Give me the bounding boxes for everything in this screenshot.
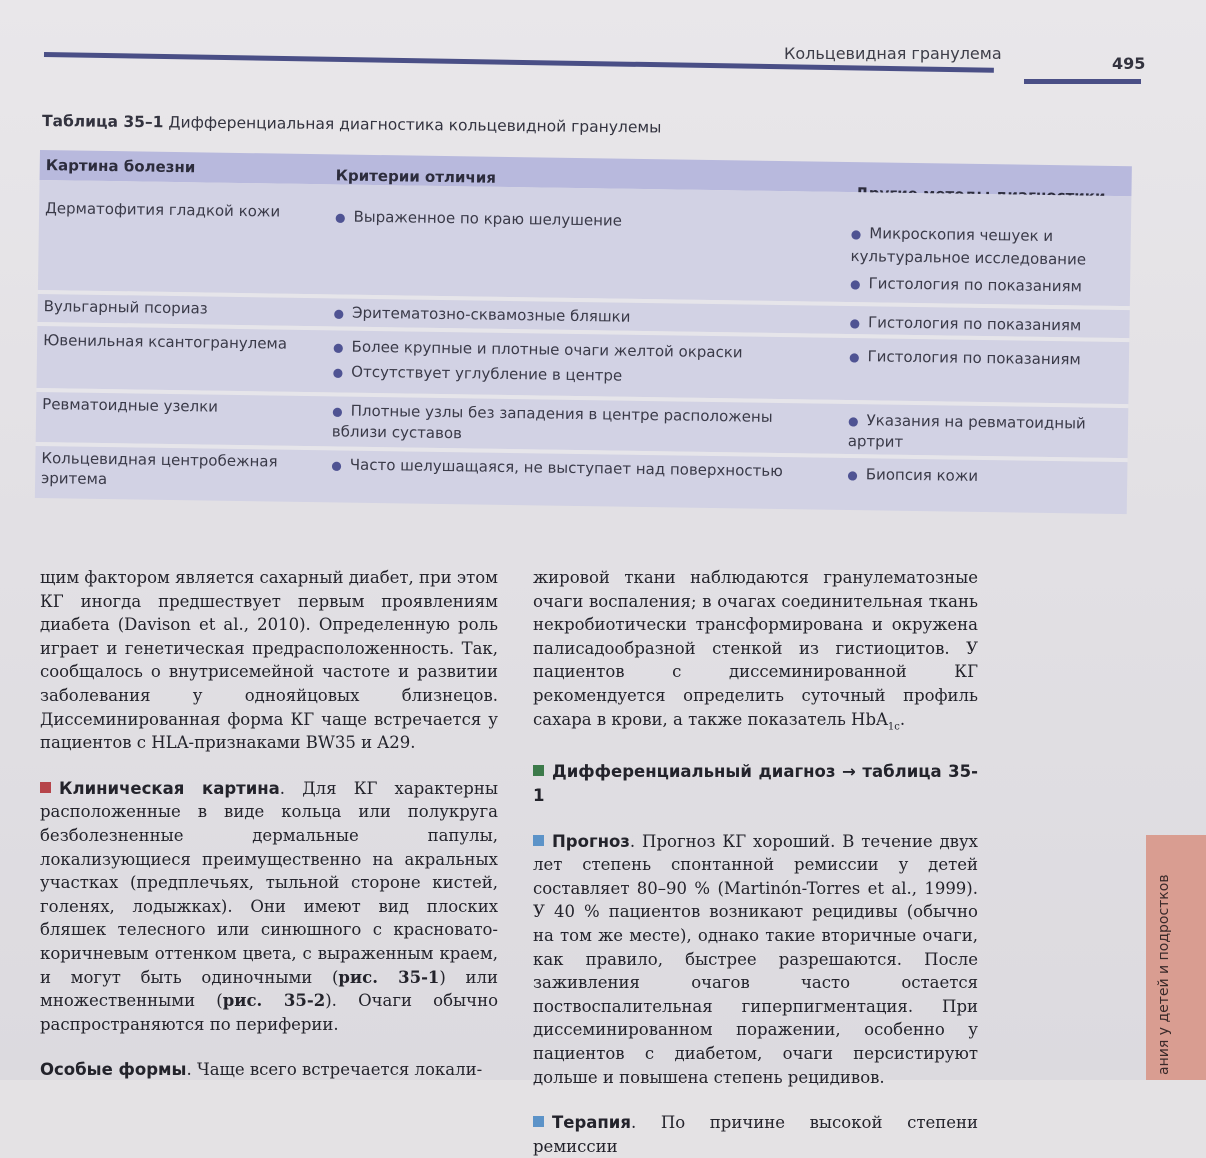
paragraph-diff	[533, 760, 978, 807]
row-disease: Ревматоидные узелки	[42, 395, 219, 416]
bullet-icon: ●	[331, 458, 342, 473]
right-column	[533, 566, 978, 1158]
bullet-icon: ●	[334, 210, 346, 225]
header-disease: Картина болезни	[45, 156, 196, 177]
bullet-icon: ●	[848, 350, 860, 365]
section-marker-icon	[533, 835, 544, 846]
bullet-icon: ●	[849, 277, 861, 292]
header-criteria: Критерии отличия	[335, 166, 497, 187]
bullet-icon: ●	[333, 306, 345, 321]
bullet-icon: ●	[850, 227, 862, 242]
section-marker-icon	[533, 765, 544, 776]
table-row	[38, 180, 1132, 306]
section-marker-icon	[533, 1116, 544, 1127]
figure-ref: рис. 35-2	[222, 991, 326, 1011]
section-marker-icon	[40, 782, 51, 793]
table-caption	[42, 112, 662, 136]
table-caption-text: Дифференциальная диагностика кольцевидной гранулемы	[168, 113, 662, 137]
running-title: Кольцевидная гранулема	[784, 44, 1002, 63]
page-number: 495	[1112, 54, 1146, 73]
row-criteria: ● Более крупные и плотные очаги желтой окраски ● Отсутствует углубление в центре	[332, 337, 743, 385]
paragraph-prognosis: Прогноз. Прогноз КГ хороший. В течение двух лет степень спонтанной ремиссии у детей составляет 80–90 % (Martinón-Torres et al., 1999). У 40 % пациентов возникают рецидивы (обычно на том же месте), однако такие вторичные очаги, как правило, быстрее разрешаются. После заживления очагов часто остается поствоспалительная гиперпигментация. При диссеминированном поражении, особенно у пациентов с диабетом, очаги персистируют дольше и повышена степень рецидивов.	[533, 831, 978, 1087]
paragraph: щим фактором является сахарный диабет, при этом КГ иногда предшествует первым проявлениям диабета (Davison et al., 2010). Определенную роль играет и генетическая предрасположенность. Так, сообщалось о внутрисемейной частоте и развитии заболевания у однояйцовых близнецов. Диссеминированная форма КГ чаще встречается у пациентов с HLA-признаками BW35 и A29.	[40, 568, 498, 753]
bullet-icon: ●	[847, 414, 859, 429]
bullet-icon: ●	[332, 404, 343, 419]
row-criteria: ● Плотные узлы без западения в центре расположены вблизи суставов	[331, 401, 773, 443]
paragraph: жировой ткани наблюдаются гранулематозные очаги воспаления; в очагах соединительная ткань некробиотически трансформирована и окружена палисадообразной стенкой из гистиоцитов. У пациентов с диссеминированной КГ рекомендуется определить суточный профиль сахара в крови, а также показатель HbA$_{1c}$.	[533, 568, 978, 732]
section-heading: Дифференциальный диагноз → таблица 35-1	[533, 762, 978, 806]
row-disease: Вульгарный псориаз	[43, 297, 208, 318]
row-criteria: ● Часто шелушащаяся, не выступает над поверхностью	[331, 455, 783, 481]
row-methods: ● Гистология по показаниям	[848, 347, 1081, 369]
row-criteria: ● Выраженное по краю шелушение	[334, 207, 623, 230]
chapter-tab	[1146, 835, 1206, 1080]
left-column	[40, 566, 498, 1082]
row-methods: ● Биопсия кожи	[847, 465, 979, 485]
paragraph-special: Особые формы. Чаще всего встречается локали-	[40, 1060, 483, 1080]
bullet-icon: ●	[847, 468, 858, 483]
section-heading: Прогноз	[552, 831, 630, 851]
row-methods: ● Указания на ревматоидный артрит	[847, 411, 1086, 451]
section-heading: Особые формы	[40, 1060, 187, 1080]
paragraph-therapy: Терапия. По причине высокой степени ремиссии	[533, 1113, 978, 1156]
differential-table	[35, 150, 1132, 516]
row-disease: Кольцевидная центробежная эритема	[41, 449, 278, 489]
row-disease: Ювенильная ксантогранулема	[43, 331, 288, 353]
paragraph-clinical: Клиническая картина. Для КГ характерны расположенные в виде кольца или полукруга безболезненные дермальные папулы, локализующиеся преимущественно на акральных участках (предплечьях, тыльной стороне кистей, голенях, лодыжках). Они имеют вид плоских бляшек телесного или синюшного с красновато-коричневым оттенком цвета, с выраженным краем, и могут быть одиночными (рис. 35-1) или множественными (рис. 35-2). Очаги обычно распространяются по периферии.	[40, 778, 498, 1034]
section-heading: Клиническая картина	[59, 778, 280, 798]
bullet-icon: ●	[332, 365, 344, 380]
figure-ref: рис. 35-1	[338, 967, 440, 987]
row-criteria: ● Эритематозно-сквамозные бляшки	[333, 303, 631, 326]
bullet-icon: ●	[333, 340, 344, 355]
row-methods: ● Микроскопия чешуек и культуральное исследование ● Гистология по показаниям	[849, 224, 1087, 296]
row-methods: ● Гистология по показаниям	[849, 313, 1082, 335]
section-heading: Терапия	[552, 1113, 631, 1133]
row-disease: Дерматофития гладкой кожи	[45, 199, 281, 221]
chapter-tab-label: ания у детей и подростков	[1156, 874, 1172, 1075]
table-caption-label: Таблица 35–1	[41, 112, 164, 132]
bullet-icon: ●	[849, 316, 861, 331]
header-rule-short	[1024, 79, 1141, 84]
